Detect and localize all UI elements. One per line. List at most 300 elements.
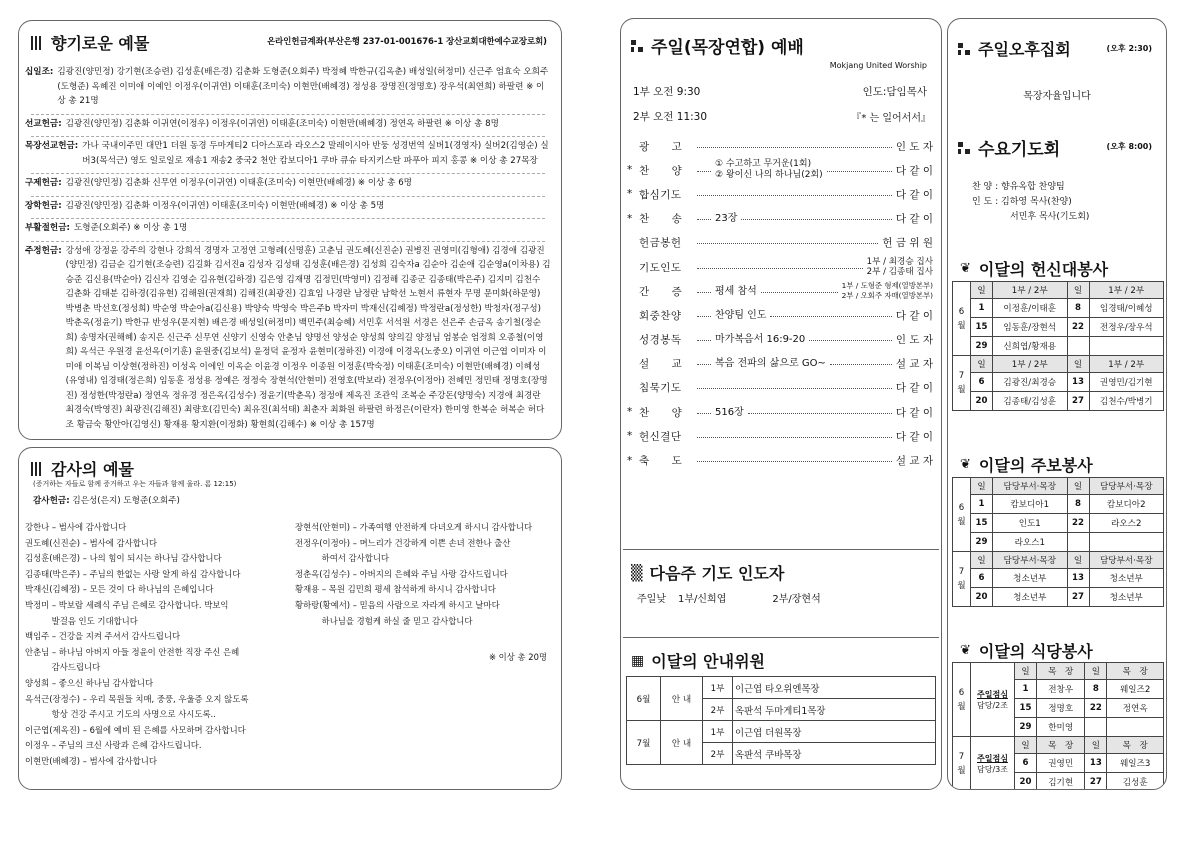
dining-table <box>952 662 1164 790</box>
assignee-cell: 인도1 <box>993 514 1068 533</box>
next-first: 1부/신희엽 <box>677 594 727 605</box>
table-header: 일 <box>1015 663 1037 680</box>
dining-label: 주일점심 <box>977 754 1008 763</box>
day-cell: 15 <box>1015 699 1037 718</box>
worship-header <box>631 33 804 58</box>
assignee-cell: 이정훈/이태훈 <box>993 299 1068 318</box>
order-dots <box>697 316 711 317</box>
offering-names: 김광진(양민정) 김춘화 신무연 이정우(이귀연) 이태훈(조미숙) 이현만(배혜경) ※ 이상 총 6명 <box>65 178 412 188</box>
order-item <box>627 352 933 376</box>
day-cell: 27 <box>1067 392 1089 411</box>
order-detail: 23장 <box>715 213 738 225</box>
order-title: 설 교 <box>639 358 683 371</box>
thanks-entry: 이근엽(제옥진) – 6월에 예비 된 은혜를 사모하며 감사합니다 <box>25 724 246 735</box>
day-cell: 6 <box>971 569 993 588</box>
account-info: 온라인헌금계좌(부산은행 237-01-001676-1 장산교회대한예수교장로회) <box>267 36 547 46</box>
worship-panel <box>620 18 942 790</box>
day-cell: 29 <box>971 533 993 552</box>
worship-order-list <box>627 134 933 473</box>
order-dots <box>741 219 892 220</box>
day-cell: 27 <box>1067 588 1089 607</box>
next-second: 2부/장현석 <box>772 594 821 605</box>
offering-group <box>25 139 551 168</box>
day-cell: 15 <box>971 318 993 337</box>
wed-praise: 찬 양 : 향유옥합 찬양팀 <box>972 182 1065 192</box>
order-item <box>627 207 933 231</box>
offering-group <box>25 221 551 236</box>
offering-names: 강성애 강정윤 강주의 강현나 강희석 경명자 고정연 고형례(신명훈) 고춘님 권도혜(신진순) 권병진 권영미(김형애) 김경애 김광진(양민정) 김금순 김기현(조승련) 김길화 김서진a 김성자 김성태 김성훈(배은경) 김성희 김숙자a 김순아 김순애 김순영a(이차용) 김승준 김신용(박순아) 김신자 김영순 김유현(김하경) 김은영 김재명 김정민(박영미) 김정해 김종군 김종태(박은주) 김지미 김천수 김춘화 김태분 김하경(김유현) 김해원(권재희) 김해진(최광진) 김효임 나경란 남정란 남학선 노현서 류현자 무명 문미화(하문영) 박병춘 박선호(정성희) 박순영 박순아a(김신용) 박양숙 박영숙 박은주b 박자미 박재신(김혜정) 박정란a(정성한) 박청자(정구성) 박춘옥(정윤기) 박한규 반성우(문지현) 배은경 배성일(허정미) 백민주(최승혜) 서민후 서석원 서경은 선은주 손금옥 송기철(정순희) 송명자(권해혜) 송지은 신근주 신무연 신양기 신영숙 안춘님 양명선 양성순 양성희 양의길 양정님 엄봉순 엄정희 오종철(이영희) 옥석근 우원경 윤선옥(이기훈) 윤원중(김보석) 윤정덕 윤정자 윤현미(정하진) 이경애 이경옥(노중오) 이귀연 이근엽 이미자 이미애 이복님 이상현(정하진) 이성옥 이에인 이옥순 이윤경 이정우 이종원 이정훈(박숙정) 이태훈(조미숙) 이현만(배혜경) 이혜성(유영내) 임경태(정은희) 임동훈 정성용 정예은 정정숙 장현석(안현미) 전영호(박보라) 전정우(이정아) 전혜민 정민태 정명호(장명진) 정성한(박정란a) 정연옥 정유경 정은옥(김성수) 정윤기(박춘옥) 정정애 제옥진 조관익 조복순 주강돈(양명숙) 지경애 최경란 최경숙(박영진) 최광진(김해진) 최량호(김민숙) 최유진(최석태) 최춘자 최화원 하팔련 하정은(이란자) 한미영 한복순 허복순 허다조 황금숙 황안아(김영신) 황재용 황지환(이정화) 황현희(김해수) ※ 이상 총 157명 <box>65 245 551 430</box>
order-person: 다 같 이 <box>895 188 933 201</box>
thanks-total: ※ 이상 총 20명 <box>488 652 547 662</box>
assignee-cell: 김기현 <box>1037 773 1085 791</box>
order-item <box>627 182 933 206</box>
day-cell: 8 <box>1067 495 1089 514</box>
day-cell: 20 <box>971 588 993 607</box>
worship-note: 『* 는 일어서서』 <box>851 113 931 124</box>
offering-names: 도형준(오회주) ※ 이상 총 1명 <box>73 223 188 233</box>
thanks-entry: 정춘옥(김성수) – 아버지의 은혜와 주님 사랑 감사드립니다 <box>295 568 508 579</box>
guide-row <box>627 677 936 699</box>
table-header-row <box>953 356 1164 373</box>
order-title: 축 도 <box>639 455 683 468</box>
wed-title: 수요기도회 <box>978 140 1061 160</box>
order-dots <box>830 364 892 365</box>
offering-names: 가나 국내이주민 대만1 더원 동경 두마게티2 디아스포라 라오스2 말레이시아 반둥 성경번역 실버1(경영자) 실버2(김영순) 실버3(목석근) 영도 일로일로 재송1 재송2 중국2 천안 캄보디아1 쿠바 큐슈 타지키스탄 파푸아 피지 홍콩 ※ 이상 총 27목장 <box>82 141 549 166</box>
bulletin-title: 이달의 주보봉사 <box>978 456 1093 475</box>
thanks-entry: 황하랑(황예서) – 믿음의 사람으로 자라게 하시고 날마다 <box>295 599 500 610</box>
day-cell: 22 <box>1067 318 1089 337</box>
order-title: 찬 송 <box>639 213 683 226</box>
order-detail: 마가복음서 16:9-20 <box>715 334 806 346</box>
table-header: 일 <box>1067 282 1089 299</box>
divider <box>31 173 545 174</box>
table-header: 일 <box>1067 552 1089 569</box>
assignee-cell: 청소년부 <box>1089 569 1164 588</box>
order-person: 설 교 자 <box>895 358 933 371</box>
divider <box>31 218 545 219</box>
thanks-entry: 강한나 – 범사에 감사합니다 <box>25 522 127 532</box>
wed-lead: 인 도 : 김하영 목사(찬양) <box>972 197 1072 207</box>
order-dots <box>697 195 892 196</box>
thanks-entry: 감사드립니다 <box>25 662 101 673</box>
offering-group <box>25 117 551 132</box>
bulletin-table <box>952 477 1164 607</box>
bullet-icon <box>958 142 970 154</box>
table-row <box>953 533 1164 552</box>
day-cell: 13 <box>1067 373 1089 392</box>
assignee-cell: 김천수/박병기 <box>1089 392 1164 411</box>
order-person: 인 도 자 <box>895 140 933 153</box>
assignee-cell: 신희엽/황재용 <box>993 337 1068 356</box>
order-title: 기도인도 <box>639 261 682 274</box>
assignee-cell: 웨일즈3 <box>1107 754 1164 773</box>
order-item <box>627 134 933 158</box>
guide-title: 이달의 안내위원 <box>651 652 765 671</box>
offering-names: 김광진(양민정) 김춘화 이정우(이귀연) 이태훈(조미숙) 이현만(배혜경) ※ 이상 총 5명 <box>65 200 385 211</box>
dining-group: 담당/3조 <box>977 765 1008 774</box>
order-star: * <box>627 430 633 443</box>
assignee-cell: 웨일즈2 <box>1107 680 1164 699</box>
table-header: 목 장 <box>1037 737 1085 754</box>
day-cell <box>1067 533 1089 552</box>
assignee-cell: 전정우/장우석 <box>1089 318 1164 337</box>
table-row <box>953 514 1164 533</box>
thanks-panel <box>18 447 562 790</box>
order-dots <box>697 171 711 172</box>
table-header: 목 장 <box>1107 663 1164 680</box>
day-cell <box>1085 718 1107 737</box>
assignee-cell: 권영민 <box>1037 754 1085 773</box>
table-header-row <box>953 663 1164 680</box>
assignee-cell: 권영민/김기현 <box>1089 373 1164 392</box>
next-leaders <box>637 590 821 605</box>
guide-service: 2부 <box>703 743 733 765</box>
thanks-offering-line <box>33 494 180 506</box>
table-row <box>953 318 1164 337</box>
wed-header <box>958 135 1060 160</box>
assignee-cell: 전창우 <box>1037 680 1085 699</box>
month-label: 6월 <box>953 663 971 737</box>
order-dots <box>697 243 878 244</box>
table-header: 목 장 <box>1107 737 1164 754</box>
table-header: 일 <box>971 356 993 373</box>
offering-title: 향기로운 예물 <box>51 34 150 53</box>
table-header: 담당부서·목장 <box>993 552 1068 569</box>
order-detail: 찬양팀 인도 <box>715 309 767 321</box>
dining-team <box>971 663 1015 737</box>
assignee-cell: 라오스2 <box>1089 514 1164 533</box>
thanks-offering-names: 김은성(은지) 도형준(오회주) <box>72 496 180 506</box>
order-dots <box>761 292 838 293</box>
day-cell: 1 <box>1015 680 1037 699</box>
month-label: 6월 <box>953 282 971 356</box>
day-cell: 1 <box>971 495 993 514</box>
guide-service: 2부 <box>703 699 733 721</box>
order-person: 다 같 이 <box>895 406 933 419</box>
divider <box>31 241 545 242</box>
thanks-offering-label: 감사헌금: <box>33 496 70 506</box>
thanks-entry: 옥석근(장정수) – 우리 목원들 치매, 중풍, 우울증 오지 않도록 <box>25 693 249 704</box>
thanks-entry: 안춘님 – 하나님 아버지 아들 정윤이 안전한 직장 주신 은혜 <box>25 646 240 657</box>
dining-team <box>971 737 1015 791</box>
assignee-cell: 임경태/이혜성 <box>1089 299 1164 318</box>
order-dots <box>697 340 711 341</box>
guide-role: 안 내 <box>661 721 703 765</box>
table-header: 일 <box>1015 737 1037 754</box>
thanks-entry: 김종태(박은주) – 주님의 한없는 사랑 알게 하심 감사합니다 <box>25 568 241 579</box>
assignee-cell <box>1089 337 1164 356</box>
offering-label: 십일조: <box>25 67 54 77</box>
month-label: 6월 <box>953 478 971 552</box>
worship-time-2: 2부 오전 11:30 <box>633 111 708 123</box>
right-panel <box>947 18 1167 790</box>
order-person: 다 같 이 <box>895 213 933 226</box>
table-header: 1부 / 2부 <box>1089 282 1164 299</box>
month-label: 7월 <box>953 737 971 791</box>
assignee-cell: 정연옥 <box>1107 699 1164 718</box>
table-row <box>953 392 1164 411</box>
dining-title: 이달의 식당봉사 <box>978 642 1093 661</box>
assignee-cell <box>1107 718 1164 737</box>
thanks-entry: 전정우(이정아) – 며느리가 건강하게 이쁜 손녀 전한나 출산 <box>295 537 511 548</box>
order-person: 인 도 자 <box>895 334 933 347</box>
clover-icon: ❦ <box>960 457 971 472</box>
divider <box>31 196 545 197</box>
order-star: * <box>627 406 633 419</box>
offering-names: 김광진(양민정) 강기현(조승련) 김성훈(배은경) 김춘화 도형준(오회주) 박정혜 박한규(김옥춘) 배성일(허정미) 신근주 엄효숙 오희주(도형준) 옥혜진 이미애 이예인 이정우(이귀연) 이태훈(조미숙) 이현만(배혜경) 정성용 장명진(정명호) 장우석(최연희) 하팔련 ※ 이상 총 21명 <box>57 67 549 106</box>
next-title: 다음주 기도 인도자 <box>649 564 785 583</box>
guide-header <box>631 649 765 672</box>
offering-panel <box>18 20 562 440</box>
divider <box>623 549 939 550</box>
offering-label: 주정헌금: <box>25 245 62 256</box>
order-title: 성경봉독 <box>639 334 682 347</box>
order-star: * <box>627 454 633 467</box>
offering-label: 구제헌금: <box>25 178 62 188</box>
thanks-entry: 하여서 감사합니다 <box>295 553 390 564</box>
order-dots <box>697 461 892 462</box>
afternoon-title: 주일오후집회 <box>978 40 1071 59</box>
order-person: 다 같 이 <box>895 382 933 395</box>
thanks-entry: 박정미 – 박보람 세례식 주님 은혜로 감사합니다. 박보익 <box>25 599 229 610</box>
offering-header <box>31 31 149 54</box>
table-row <box>953 373 1164 392</box>
order-title: 회중찬양 <box>639 309 682 322</box>
table-header: 담당부서·목장 <box>1089 478 1164 495</box>
table-row <box>953 495 1164 514</box>
offering-label: 목장선교헌금: <box>25 141 79 151</box>
wed-time: (오후 8:00) <box>1106 142 1152 151</box>
table-header: 1부 / 2부 <box>993 356 1068 373</box>
thanks-entry: 백임주 – 건강을 지켜 주셔서 감사드립니다 <box>25 631 181 642</box>
day-cell: 22 <box>1067 514 1089 533</box>
order-detail: 복음 전파의 삶으로 GO~ <box>715 358 826 370</box>
table-header: 일 <box>1085 663 1107 680</box>
day-cell: 6 <box>1015 754 1037 773</box>
dedication-table <box>952 281 1164 411</box>
worship-subtitle: Mokjang United Worship <box>829 61 927 70</box>
table-header: 담당부서·목장 <box>993 478 1068 495</box>
afternoon-header <box>958 37 1071 60</box>
order-dots <box>697 364 711 365</box>
bullet-icon <box>631 40 643 52</box>
bullet-icon <box>31 36 43 50</box>
divider <box>31 136 545 137</box>
assignee-cell: 청소년부 <box>993 588 1068 607</box>
day-cell: 13 <box>1085 754 1107 773</box>
assignee-cell: 청소년부 <box>993 569 1068 588</box>
hatch-icon: ▦ <box>631 652 645 669</box>
order-title: 광 고 <box>639 140 683 153</box>
order-dots <box>697 147 892 148</box>
day-cell: 8 <box>1067 299 1089 318</box>
guide-service: 1부 <box>703 721 733 743</box>
order-dots <box>770 316 891 317</box>
table-header-row <box>953 737 1164 754</box>
guide-month: 7월 <box>627 721 661 765</box>
order-title: 합심기도 <box>639 188 682 201</box>
guide-role: 안 내 <box>661 677 703 721</box>
next-header <box>631 561 784 584</box>
bullet-icon <box>31 462 43 476</box>
guide-row <box>627 721 936 743</box>
order-person: 헌 금 위 원 <box>882 237 933 250</box>
month-label: 7월 <box>953 356 971 411</box>
bullet-icon <box>958 43 970 55</box>
order-item <box>627 400 933 424</box>
assignee-cell: 한미영 <box>1037 718 1085 737</box>
order-item <box>627 158 933 182</box>
offering-groups <box>25 65 551 437</box>
offering-label: 부활절헌금: <box>25 223 70 233</box>
day-cell: 8 <box>1085 680 1107 699</box>
table-header-row <box>953 552 1164 569</box>
day-cell: 6 <box>971 373 993 392</box>
table-row <box>953 299 1164 318</box>
thanks-entry: 발걸음 인도 기대합니다 <box>25 615 138 626</box>
worship-title: 주일(목장연합) 예배 <box>651 38 804 58</box>
thanks-entry: 장현석(안현미) – 가족여행 안전하게 다녀오게 하시니 감사합니다 <box>295 522 533 532</box>
divider <box>31 114 545 115</box>
offering-group <box>25 176 551 191</box>
offering-group <box>25 244 551 433</box>
table-header: 1부 / 2부 <box>993 282 1068 299</box>
dining-group: 담당/2조 <box>977 700 1008 710</box>
thanks-entry: 하나님을 경험케 하실 줄 믿고 감사합니다 <box>295 615 473 626</box>
day-cell: 1 <box>971 299 993 318</box>
assignee-cell: 김종태/김성훈 <box>993 392 1068 411</box>
thanks-left-list <box>25 520 293 770</box>
assignee-cell: 정명호 <box>1037 699 1085 718</box>
order-item <box>627 255 933 279</box>
order-star: * <box>627 212 633 225</box>
assignee-cell: 청소년부 <box>1089 588 1164 607</box>
day-cell: 13 <box>1067 569 1089 588</box>
table-header: 목 장 <box>1037 663 1085 680</box>
afternoon-body: 목장자율입니다 <box>1023 91 1091 102</box>
order-title: 찬 양 <box>639 164 683 177</box>
table-row <box>953 569 1164 588</box>
order-dots <box>697 292 711 293</box>
thanks-entry: 박재신(김혜정) – 모든 것이 다 하나님의 은혜입니다 <box>25 584 214 595</box>
dedication-header <box>960 257 1108 280</box>
divider <box>623 637 939 638</box>
table-header: 일 <box>1085 737 1107 754</box>
order-detail: ① 수고하고 무거운(1회) ② 왕이신 나의 하나님(2회) <box>715 159 823 181</box>
month-label: 7월 <box>953 552 971 607</box>
order-title: 침묵기도 <box>639 382 682 395</box>
order-title: 찬 양 <box>639 406 683 419</box>
order-star: * <box>627 164 633 177</box>
worship-time-1: 1부 오전 9:30 <box>633 86 701 98</box>
table-header: 일 <box>1067 356 1089 373</box>
day-cell: 22 <box>1085 699 1107 718</box>
assignee-cell: 김성훈 <box>1107 773 1164 791</box>
wed-lead-2: 서민후 목사(기도회) <box>1010 212 1090 222</box>
dedication-title: 이달의 헌신대봉사 <box>978 260 1109 279</box>
offering-group <box>25 199 551 214</box>
assignee-cell: 캄보디아2 <box>1089 495 1164 514</box>
clover-icon: ❦ <box>960 261 971 276</box>
day-cell: 20 <box>1015 773 1037 791</box>
guide-month: 6월 <box>627 677 661 721</box>
thanks-entry: 황재용 – 목원 김민희 평세 참석하게 하시니 감사합니다 <box>295 584 496 595</box>
order-item <box>627 424 933 448</box>
order-detail: 516장 <box>715 406 744 418</box>
day-cell: 20 <box>971 392 993 411</box>
thanks-title: 감사의 예물 <box>51 460 134 479</box>
order-person: 1부 / 도형준 형제(열방본부) 2부 / 오회주 자매(열방본부) <box>841 281 933 301</box>
offering-label: 선교헌금: <box>25 118 62 129</box>
table-header-row <box>953 282 1164 299</box>
table-header-row <box>953 478 1164 495</box>
table-header: 일 <box>1067 478 1089 495</box>
dining-header <box>960 639 1093 662</box>
bulletin-header <box>960 453 1093 476</box>
dots-icon: ▒ <box>631 563 643 582</box>
order-item <box>627 328 933 352</box>
worship-leader: 인도:담임목사 <box>862 86 927 98</box>
table-header: 1부 / 2부 <box>1089 356 1164 373</box>
thanks-header <box>31 457 134 480</box>
table-row <box>953 337 1164 356</box>
day-cell: 27 <box>1085 773 1107 791</box>
order-title: 간 증 <box>639 285 683 298</box>
assignee-cell: 캄보디아1 <box>993 495 1068 514</box>
order-dots <box>748 413 892 414</box>
table-header: 담당부서·목장 <box>1089 552 1164 569</box>
order-dots <box>697 388 892 389</box>
offering-group <box>25 65 551 109</box>
order-dots <box>697 413 711 414</box>
thanks-entry: 이현만(배혜경) – 범사에 감사합니다 <box>25 755 157 766</box>
order-dots <box>697 219 711 220</box>
day-cell <box>1067 337 1089 356</box>
order-dots <box>697 268 863 269</box>
thanks-entry: 양성희 – 좋으신 하나님 감사합니다 <box>25 677 154 688</box>
table-header: 일 <box>971 478 993 495</box>
guide-person: 이근엽 타오위엔목장 <box>733 677 936 699</box>
order-title: 헌금봉헌 <box>639 237 682 250</box>
order-item <box>627 376 933 400</box>
order-dots <box>697 437 892 438</box>
order-item <box>627 448 933 472</box>
table-header: 일 <box>971 552 993 569</box>
assignee-cell: 김광진/최경승 <box>993 373 1068 392</box>
dining-label: 주일점심 <box>977 689 1008 699</box>
thanks-entry: 김성훈(배은경) – 나의 힘이 되시는 하나님 감사합니다 <box>25 553 222 564</box>
order-star: * <box>627 188 633 201</box>
order-person: 다 같 이 <box>895 164 933 177</box>
order-detail: 평세 참석 <box>715 285 757 297</box>
assignee-cell: 임동훈/장현석 <box>993 318 1068 337</box>
guide-person: 옥판석 쿠바목장 <box>733 743 936 765</box>
day-cell: 15 <box>971 514 993 533</box>
thanks-entry: 항상 건강 주시고 기도의 사명으로 사시도록.. <box>25 709 216 720</box>
order-person: 다 같 이 <box>895 309 933 322</box>
thanks-entry: 권도혜(신진순) – 범사에 감사합니다 <box>25 537 157 548</box>
day-cell: 29 <box>1015 718 1037 737</box>
order-item <box>627 231 933 255</box>
day-cell: 29 <box>971 337 993 356</box>
table-row <box>953 588 1164 607</box>
guide-person: 이근엽 더원목장 <box>733 721 936 743</box>
clover-icon: ❦ <box>960 643 971 658</box>
thanks-right-list <box>295 520 559 629</box>
offering-names: 김광진(양민정) 김춘화 이귀연(이정우) 이정우(이귀연) 이태훈(조미숙) 이현만(배혜경) 정연옥 하팔련 ※ 이상 총 8명 <box>65 118 499 129</box>
guide-person: 옥판석 두마게티1목장 <box>733 699 936 721</box>
order-person: 설 교 자 <box>895 455 933 468</box>
